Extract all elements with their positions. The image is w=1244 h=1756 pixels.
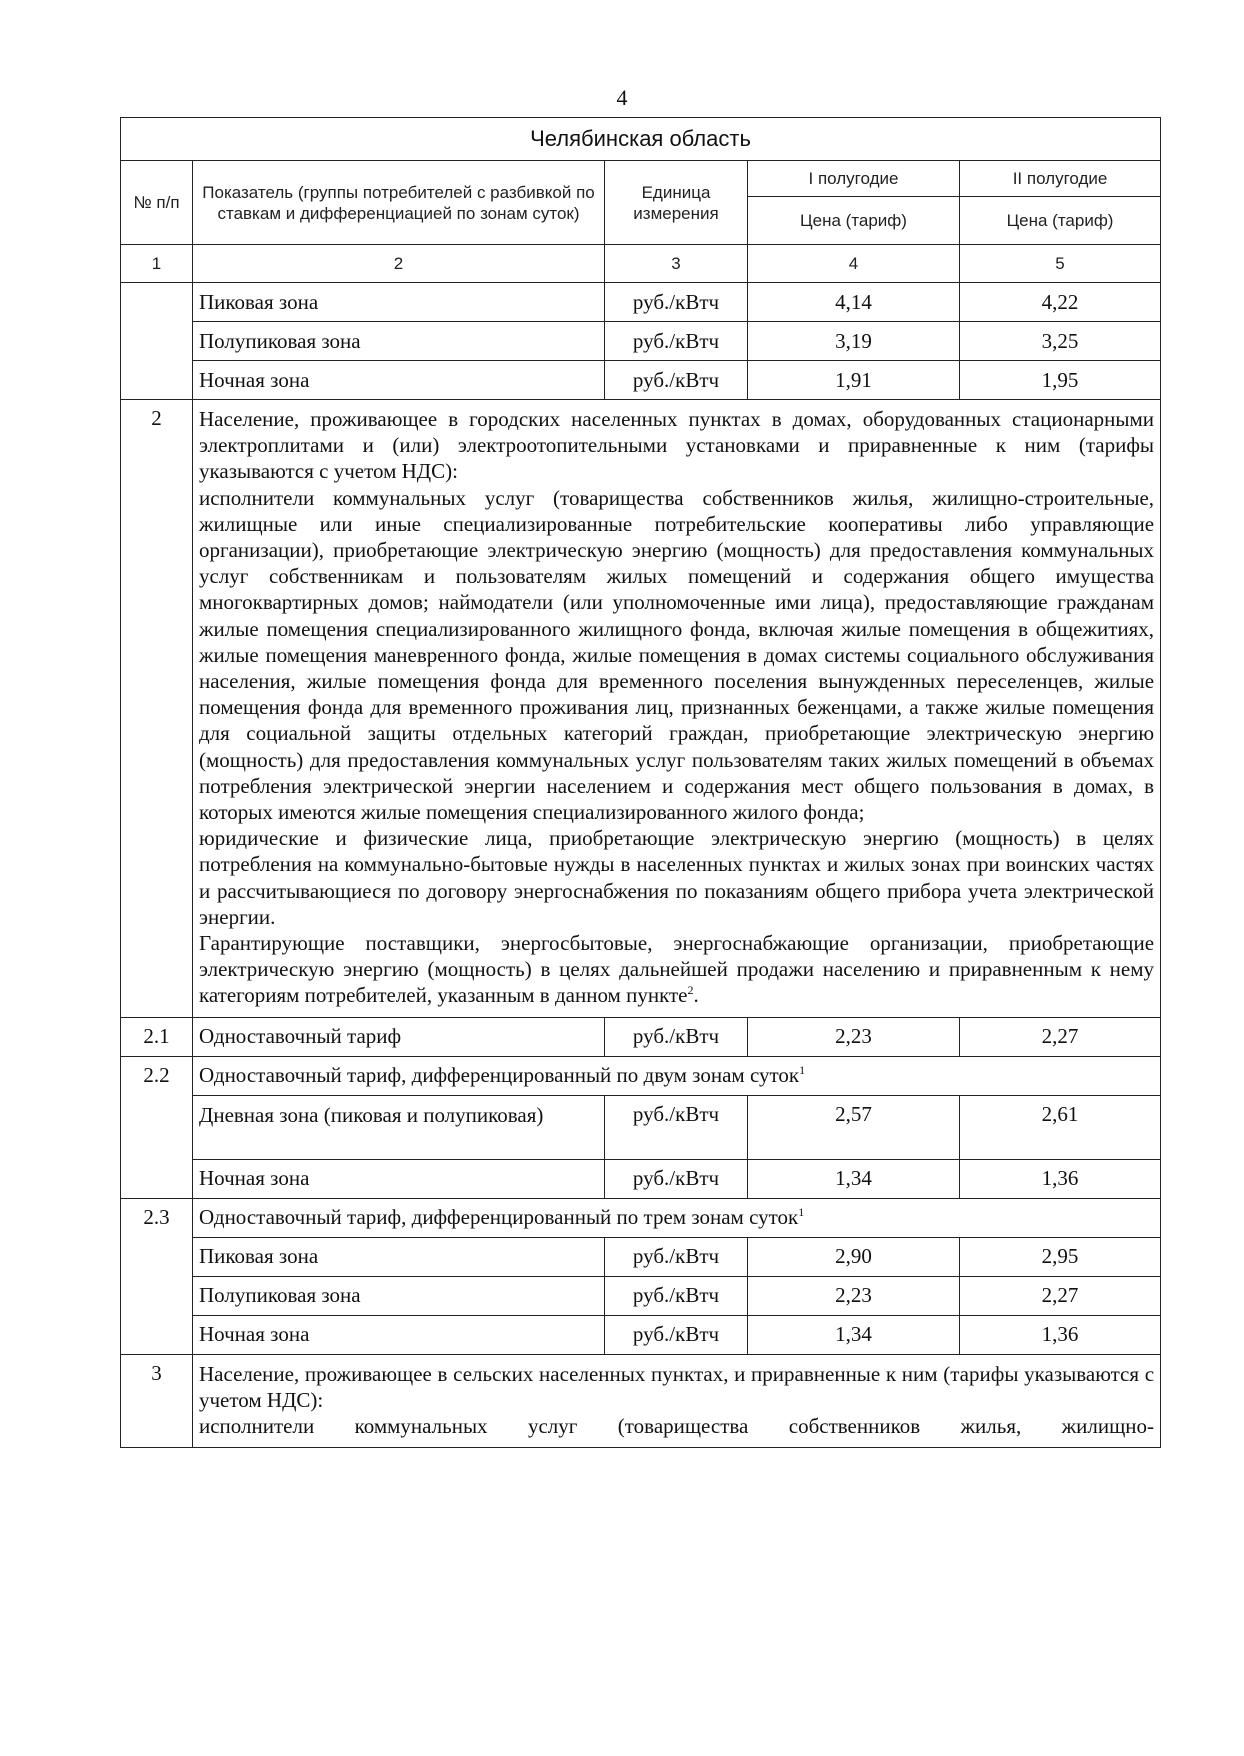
table-row	[121, 1276, 1161, 1315]
table-row	[121, 1095, 1161, 1159]
row-unit: руб./кВтч	[605, 1017, 748, 1056]
row-unit: руб./кВтч	[605, 361, 748, 400]
row-value-h1: 1,91	[748, 361, 960, 400]
row-value-h2: 2,27	[960, 1017, 1161, 1056]
table-row	[121, 322, 1161, 361]
header-unit: Единица измерения	[605, 161, 748, 245]
table-row	[121, 1315, 1161, 1354]
row-label: Пиковая зона	[193, 283, 605, 322]
row-unit: руб./кВтч	[605, 1237, 748, 1276]
header-price-1: Цена (тариф)	[748, 197, 960, 245]
row-unit: руб./кВтч	[605, 1159, 748, 1198]
row-value-h2: 3,25	[960, 322, 1161, 361]
row-value-h1: 1,34	[748, 1159, 960, 1198]
row-unit: руб./кВтч	[605, 1095, 748, 1159]
footnote-ref: 1	[798, 1205, 805, 1220]
section-3-row	[121, 1354, 1161, 1448]
row-value-h2: 1,36	[960, 1315, 1161, 1354]
colnum-2: 2	[193, 245, 605, 283]
header-number: № п/п	[121, 161, 193, 245]
row-value-h2: 2,61	[960, 1095, 1161, 1159]
row-value-h2: 2,27	[960, 1276, 1161, 1315]
section-2-row	[121, 400, 1161, 1018]
colnum-5: 5	[960, 245, 1161, 283]
tariff-table	[120, 117, 1161, 1448]
header-half-2: II полугодие	[960, 161, 1161, 197]
row-unit: руб./кВтч	[605, 322, 748, 361]
row-value-h1: 2,90	[748, 1237, 960, 1276]
row-label: Ночная зона	[193, 361, 605, 400]
subsection-title	[193, 1198, 1161, 1237]
header-half-1: I полугодие	[748, 161, 960, 197]
section-3-number: 3	[121, 1354, 193, 1448]
table-row	[121, 1017, 1161, 1056]
row-value-h1: 2,23	[748, 1017, 960, 1056]
table-row	[121, 1056, 1161, 1095]
row-value-h2: 4,22	[960, 283, 1161, 322]
header-indicator: Показатель (группы потребителей с разбивкой по ставкам и дифференциацией по зонам суток)	[193, 161, 605, 245]
section-3-description	[193, 1354, 1161, 1448]
colnum-4: 4	[748, 245, 960, 283]
section-3-para-1: Население, проживающее в сельских населенных пунктах, и приравненные к ним (тарифы указываются с учетом НДС):	[199, 1361, 1155, 1412]
header-price-2: Цена (тариф)	[960, 197, 1161, 245]
row-label: Ночная зона	[193, 1159, 605, 1198]
table-row	[121, 361, 1161, 400]
row-unit: руб./кВтч	[605, 283, 748, 322]
footnote-ref: 2	[687, 983, 694, 998]
row-value-h1: 3,19	[748, 322, 960, 361]
section-2-para-2: исполнители коммунальных услуг (товарищества собственников жилья, жилищно-строительные, жилищные или иные специализированные потребительские кооперативы либо управляющие организации), приобретающие электрическую энергию (мощность) для предоставления коммунальных услуг собственникам и пользователям жилых помещений и содержания общего имущества многоквартирных домов; наймодатели (или уполномоченные ими лица), предоставляющие гражданам жилые помещения специализированного жилищного фонда, включая жилые помещения в общежитиях, жилые помещения маневренного фонда, жилые помещения в домах системы социального обслуживания населения, жилые помещения фонда для временного поселения вынужденных переселенцев, жилые помещения фонда для временного проживания лиц, признанных беженцами, а также жилые помещения для социальной защиты отдельных категорий граждан, приобретающие электрическую энергию (мощность) для предоставления коммунальных услуг пользователям таких жилых помещений в объемах потребления электрической энергии населением и содержания мест общего пользования в домах, в которых имеются жилые помещения специализированного жилого фонда;	[199, 485, 1155, 825]
row-label: Дневная зона (пиковая и полупиковая)	[193, 1095, 605, 1159]
section-2-description	[193, 400, 1161, 1018]
row-label: Пиковая зона	[193, 1237, 605, 1276]
section-2-para-4-tail: .	[693, 983, 699, 1008]
table-row	[121, 1159, 1161, 1198]
row-value-h1: 2,57	[748, 1095, 960, 1159]
row-label: Ночная зона	[193, 1315, 605, 1354]
row-value-h1: 2,23	[748, 1276, 960, 1315]
table-row	[121, 1237, 1161, 1276]
footnote-ref: 1	[799, 1063, 806, 1078]
row-number: 2.3	[121, 1198, 193, 1354]
row-value-h1: 4,14	[748, 283, 960, 322]
subsection-title-text: Одноставочный тариф, дифференцированный по двум зонам суток	[199, 1063, 800, 1088]
section-2-para-4	[199, 930, 1154, 1009]
section-2-number: 2	[121, 400, 193, 1018]
column-numbers-row	[121, 245, 1161, 283]
row-label: Одноставочный тариф	[193, 1017, 605, 1056]
page-number: 4	[616, 85, 628, 110]
row-unit: руб./кВтч	[605, 1315, 748, 1354]
colnum-1: 1	[121, 245, 193, 283]
row-value-h1: 1,34	[748, 1315, 960, 1354]
section-3-para-2: исполнители коммунальных услуг (товарищества собственников жилья, жилищно-	[199, 1414, 1155, 1439]
region-title: Челябинская область	[121, 118, 1161, 161]
row-number: 2.1	[121, 1017, 193, 1056]
table-row	[121, 1198, 1161, 1237]
row-label: Полупиковая зона	[193, 1276, 605, 1315]
row-value-h2: 1,36	[960, 1159, 1161, 1198]
row-unit: руб./кВтч	[605, 1276, 748, 1315]
subsection-title-text: Одноставочный тариф, дифференцированный по трем зонам суток	[199, 1205, 799, 1230]
section-2-para-3: юридические и физические лица, приобретающие электрическую энергию (мощность) в целях потребления на коммунально-бытовые нужды в населенных пунктах и жилых зонах при воинских частях и рассчитывающиеся по договору энергоснабжения по показаниям общего прибора учета электрической энергии.	[199, 826, 1155, 929]
section-2-para-1: Население, проживающее в городских населенных пунктах в домах, оборудованных стационарными электроплитами и (или) электроотопительными установками и приравненные к ним (тарифы указываются с учетом НДС):	[199, 407, 1155, 484]
row-value-h2: 2,95	[960, 1237, 1161, 1276]
table-row	[121, 283, 1161, 322]
row-number: 2.2	[121, 1056, 193, 1198]
colnum-3: 3	[605, 245, 748, 283]
row-number-empty	[121, 283, 193, 400]
row-label: Полупиковая зона	[193, 322, 605, 361]
section-2-para-4-text: Гарантирующие поставщики, энергосбытовые, энергоснабжающие организации, приобретающие электрическую энергию (мощность) в целях дальнейшей продажи населению и приравненным к нему категориям потребителей, указанным в данном пункте	[199, 931, 1155, 1008]
row-value-h2: 1,95	[960, 361, 1161, 400]
subsection-title	[193, 1056, 1161, 1095]
